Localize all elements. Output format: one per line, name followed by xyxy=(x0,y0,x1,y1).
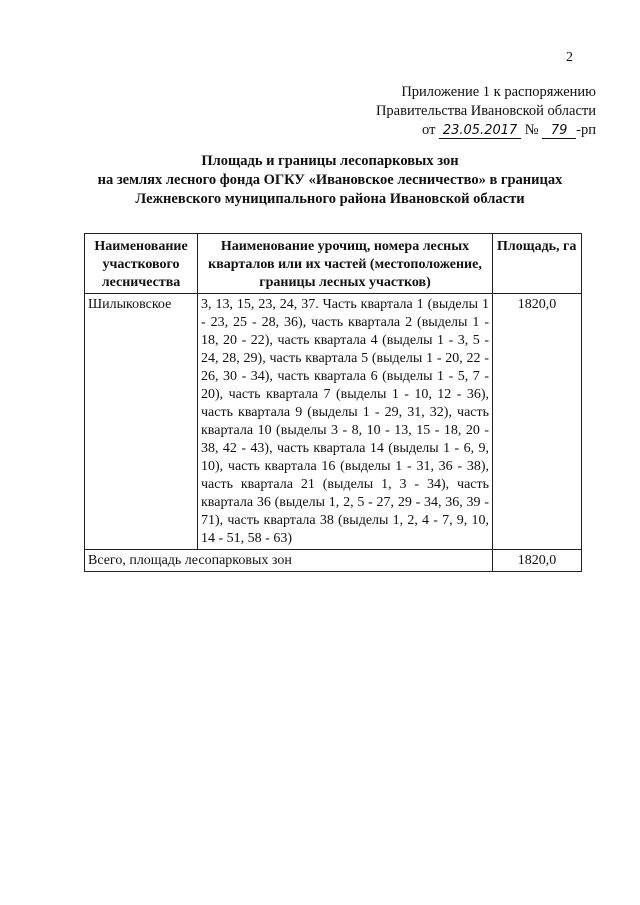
tract-description-cell: 3, 13, 15, 23, 24, 37. Часть квартала 1 (выделы 1 - 23, 25 - 28, 36), часть квартала 2 (выделы 1 - 18, 20 - 22), часть квартала 4 (выделы 1 - 3, 5 - 24, 28, 29), часть квартала 5 (выделы 1 - 20, 22 - 26, 30 - 34), часть квартала 6 (выделы 1 - 5, 7 - 20), часть квартала 7 (выделы 1 - 10, 12 - 36), часть квартала 9 (выделы 1 - 29, 31, 32), часть квартала 10 (выделы 3 - 8, 10 - 13, 15 - 18, 20 - 38, 42 - 43), часть квартала 14 (выделы 1 - 6, 9, 10), часть квартала 16 (выделы 1 - 31, 36 - 38), часть квартала 21 (выделы 1, 3 - 34), часть квартала 36 (выделы 1, 2, 5 - 27, 29 - 34, 36, 39 - 71), часть квартала 38 (выделы 1, 2, 4 - 7, 9, 10, 14 - 51, 58 - 63) xyxy=(198,294,493,550)
appendix-date-line xyxy=(266,121,596,140)
number-prefix: № xyxy=(524,122,539,138)
table-row xyxy=(85,294,582,550)
table-header-row xyxy=(85,234,582,294)
forestry-name-cell: Шилыковское xyxy=(85,294,198,550)
header-area: Площадь, га xyxy=(493,234,582,294)
forest-zones-table xyxy=(84,233,582,572)
header-tract-description: Наименование урочищ, номера лесных кварталов или их частей (местоположение, границы лесных участков) xyxy=(198,234,493,294)
title-line-2: на землях лесного фонда ОГКУ «Ивановское лесничество» в границах xyxy=(97,172,563,188)
date-value: 23.05.2017 xyxy=(439,123,521,139)
total-label-cell: Всего, площадь лесопарковых зон xyxy=(85,550,493,572)
appendix-header xyxy=(266,83,596,140)
appendix-line-2: Правительства Ивановской области xyxy=(375,103,596,119)
header-forestry-name: Наименование участкового лесничества xyxy=(85,234,198,294)
date-prefix: от xyxy=(422,122,436,138)
area-cell: 1820,0 xyxy=(493,294,582,550)
page-number: 2 xyxy=(566,50,573,65)
number-value: 79 xyxy=(542,123,576,139)
title-line-3: Лежневского муниципального района Ивановской области xyxy=(135,191,525,207)
total-area-cell: 1820,0 xyxy=(493,550,582,572)
title-line-1: Площадь и границы лесопарковых зон xyxy=(201,153,459,169)
number-suffix: -рп xyxy=(576,122,596,138)
document-title xyxy=(70,152,590,209)
appendix-line-1: Приложение 1 к распоряжению xyxy=(401,84,596,100)
total-row xyxy=(85,550,582,572)
